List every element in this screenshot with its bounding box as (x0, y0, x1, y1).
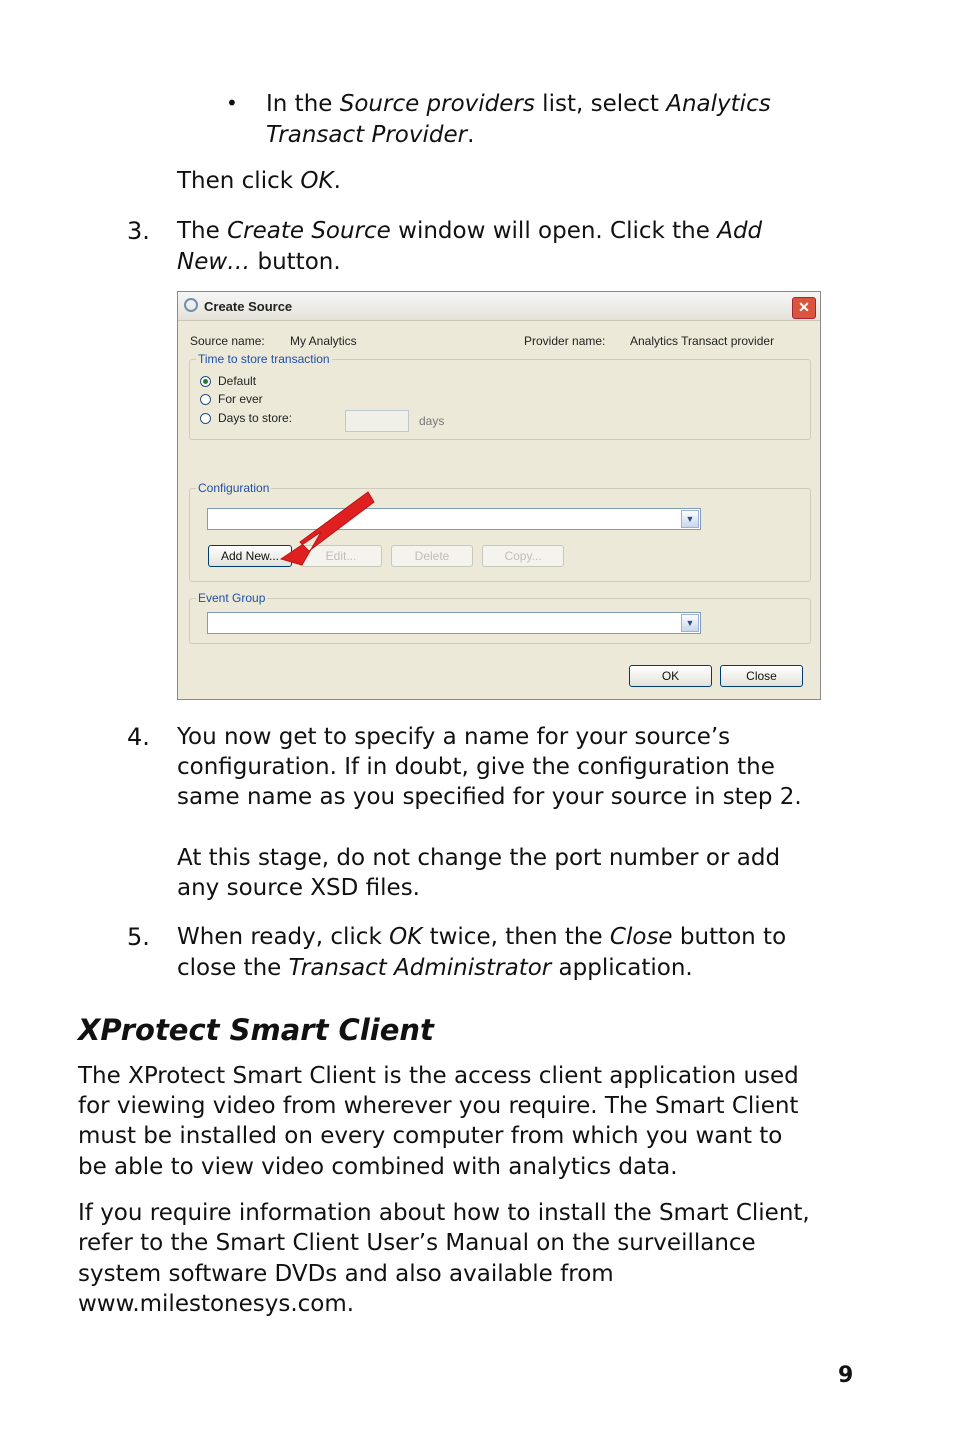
paragraph-1-line-3: must be installed on every computer from which you want to (78, 1123, 783, 1149)
paragraph-1-line-4: be able to view video combined with analytics data. (78, 1154, 678, 1180)
chevron-down-icon[interactable]: ▼ (681, 614, 699, 632)
paragraph-1-line-1: The XProtect Smart Client is the access client application used (78, 1063, 799, 1089)
paragraph-1-line-2: for viewing video from wherever you require. The Smart Client (78, 1093, 799, 1119)
source-name-value: My Analytics (290, 334, 357, 348)
page-number: 9 (838, 1363, 854, 1388)
step-5-text (177, 922, 786, 983)
source-name-label: Source name: (190, 334, 265, 348)
add-new-button[interactable]: Add New... (208, 545, 292, 567)
bullet-marker: • (226, 91, 238, 115)
text-run: . (467, 121, 475, 148)
radio-default-label: Default (218, 374, 257, 388)
radio-forever-label: For ever (218, 392, 263, 406)
step-4-line-4: At this stage, do not change the port number or add (177, 845, 781, 871)
text-run-italic: OK (300, 168, 334, 194)
step-4-line-2: configuration. If in doubt, give the configuration the (177, 754, 775, 780)
provider-name-value: Analytics Transact provider (630, 334, 775, 348)
text-run-italic: Source providers (339, 91, 535, 117)
text-run: button to (672, 924, 787, 950)
step-3-number: 3. (127, 217, 150, 245)
bullet-text (266, 89, 771, 150)
delete-button[interactable]: Delete (391, 545, 473, 567)
paragraph-2-line-1: If you require information about how to install the Smart Client, (78, 1200, 810, 1226)
paragraph-2-line-4[interactable]: www.milestonesys.com. (78, 1291, 355, 1317)
text-run: application. (551, 954, 693, 981)
chevron-down-icon[interactable]: ▼ (681, 510, 699, 528)
text-run: Then click (177, 168, 301, 194)
radio-days-label: Days to store: (218, 411, 293, 425)
close-button[interactable]: Close (720, 665, 803, 687)
step-5-number: 5. (127, 923, 150, 951)
close-icon[interactable]: ✕ (792, 297, 816, 319)
text-run-italic: Close (609, 924, 673, 950)
text-run-italic: Add (717, 218, 763, 244)
text-run-italic: Transact Administrator (288, 954, 552, 981)
copy-button[interactable]: Copy... (482, 545, 564, 567)
configuration-legend: Configuration (198, 481, 270, 495)
provider-name-label: Provider name: (524, 334, 606, 348)
event-group-legend: Event Group (198, 591, 266, 605)
text-run: close the (177, 954, 289, 981)
create-source-dialog (177, 291, 821, 700)
text-run: twice, then the (422, 924, 610, 950)
step-4-line-1: You now get to specify a name for your source’s (177, 724, 731, 750)
days-unit-label: days (419, 414, 445, 428)
dialog-title: Create Source (204, 299, 293, 314)
ok-button[interactable]: OK (629, 665, 712, 687)
step-3-text (177, 216, 762, 277)
paragraph-2-line-3: system software DVDs and also available from (78, 1261, 614, 1287)
text-run: In the (266, 91, 340, 117)
text-run: The (177, 218, 228, 244)
text-run: When ready, click (177, 924, 390, 950)
text-run-italic: New… (177, 248, 251, 275)
text-run: list, select (534, 91, 667, 117)
text-run-italic: Create Source (227, 218, 391, 244)
step-4-line-5: any source XSD files. (177, 875, 420, 901)
text-run-italic: Transact Provider (266, 121, 468, 148)
step-4-number: 4. (127, 723, 150, 751)
text-run: window will open. Click the (390, 218, 718, 244)
text-run-italic: OK (389, 924, 423, 950)
time-to-store-legend: Time to store transaction (198, 352, 330, 366)
text-run: . (333, 168, 341, 194)
paragraph-2-line-2: refer to the Smart Client User’s Manual on the surveillance (78, 1230, 756, 1256)
red-arrow-icon (178, 292, 821, 700)
text-run-italic: Analytics (666, 91, 771, 117)
step-4-line-3: same name as you specified for your source in step 2. (177, 784, 802, 810)
text-run: button. (250, 248, 341, 275)
arrow-shape (281, 492, 374, 565)
section-heading: XProtect Smart Client (78, 1013, 434, 1047)
edit-button[interactable]: Edit... (300, 545, 382, 567)
then-click-text (177, 166, 341, 197)
